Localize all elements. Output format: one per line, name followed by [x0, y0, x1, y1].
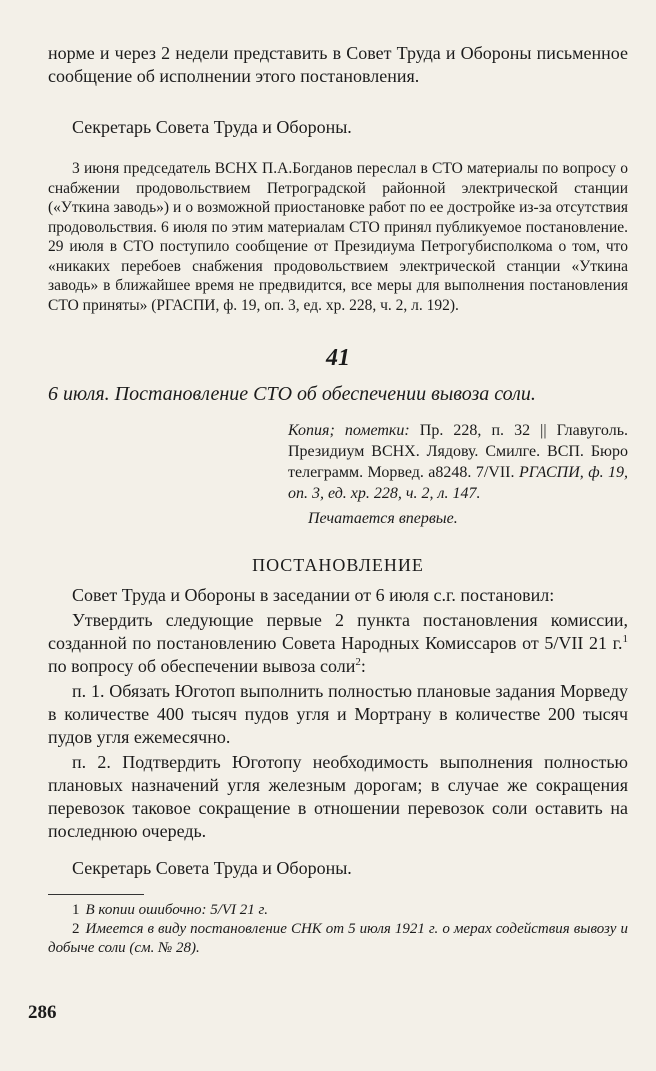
footnote-2 — [48, 920, 628, 958]
decree-heading: ПОСТАНОВЛЕНИЕ — [252, 555, 424, 575]
document-title: 6 июля. Постановление СТО об обеспечении вывоза соли. — [48, 383, 536, 405]
footnote-ref-1: 1 — [622, 633, 628, 645]
footnote-ref-2: 2 — [355, 656, 361, 668]
body-p2-after: по вопросу об обеспечении вывоза соли — [48, 656, 356, 676]
document-page — [48, 30, 628, 958]
footnote-1-number: 1 — [72, 902, 80, 918]
copy-notes — [288, 420, 628, 504]
commentary-paragraph: 3 июня председатель ВСНХ П.А.Богданов переслал в СТО материалы по вопросу о снабжении продовольствием Петроградской районной электрической станции («Уткина заводь») и о возможной приостановке работ по ее достройке из-за отсутствия продовольствия. 6 июля по этим материалам СТО принял публикуемое постановление. 29 июля в СТО поступило сообщение от Президиума Петрогубисполкома о том, что «никаких перебоев снабжения продовольствием электрической станции «Уткина заводь» в ближайшее время не предвидится, все меры для выполнения постановления СТО приняты» (РГАСПИ, ф. 19, оп. 3, ед. хр. 228, ч. 2, л. 192). — [48, 160, 628, 314]
footnote-1 — [48, 901, 628, 920]
archive-ref: РГАСПИ, ф. 19, оп. 3, ед. хр. 228, ч. 2, л. 147. — [288, 464, 629, 502]
body-p2-before: Утвердить следующие первые 2 пункта постановления комиссии, созданной по постановлению Совета Народных Комиссаров от 5/VII 21 г. — [48, 610, 628, 653]
copy-label: Копия; пометки: — [288, 422, 410, 439]
body-paragraph-1: Совет Труда и Обороны в заседании от 6 июля с.г. постановил: — [72, 585, 555, 605]
body-paragraph-3: п. 1. Обязать Юготоп выполнить полностью плановые задания Морведу в количестве 400 тысяч пудов угля и Мортрану в количестве 200 тысяч пудов угля ежемесячно. — [48, 681, 628, 747]
footnote-2-number: 2 — [72, 921, 80, 937]
body-p2-end: : — [360, 656, 366, 676]
body-paragraph-4: п. 2. Подтвердить Юготопу необходимость выполнения полностью плановых назначений угля железным дорогам; в случае же сокращения перевозок таковое сокращение в отношении перевозок соли оставить на последнюю очередь. — [48, 752, 628, 841]
page-number: 286 — [28, 1002, 57, 1023]
document-meta — [288, 420, 628, 529]
body-paragraph-2 — [48, 609, 628, 678]
signature-top: Секретарь Совета Труда и Обороны. — [72, 117, 352, 137]
footnote-1-text: В копии ошибочно: 5/VI 21 г. — [85, 902, 268, 918]
footnote-2-text: Имеется в виду постановление СНК от 5 июля 1921 г. о мерах содействия вывозу и добыче соли (см. № 28). — [48, 921, 628, 956]
footnote-divider — [48, 894, 144, 895]
copy-text: Пр. 228, п. 32 || Главуголь. Президиум ВСНХ. Лядову. Смилге. ВСП. Бюро телеграмм. Морвед. а8248. 7/VII. — [288, 422, 629, 481]
signature-bottom: Секретарь Совета Труда и Обороны. — [72, 858, 352, 878]
top-paragraph: норме и через 2 недели представить в Совет Труда и Обороны письменное сообщение об исполнении этого постановления. — [48, 43, 628, 86]
document-number: 41 — [326, 345, 350, 371]
first-published: Печатается впервые. — [308, 510, 458, 527]
